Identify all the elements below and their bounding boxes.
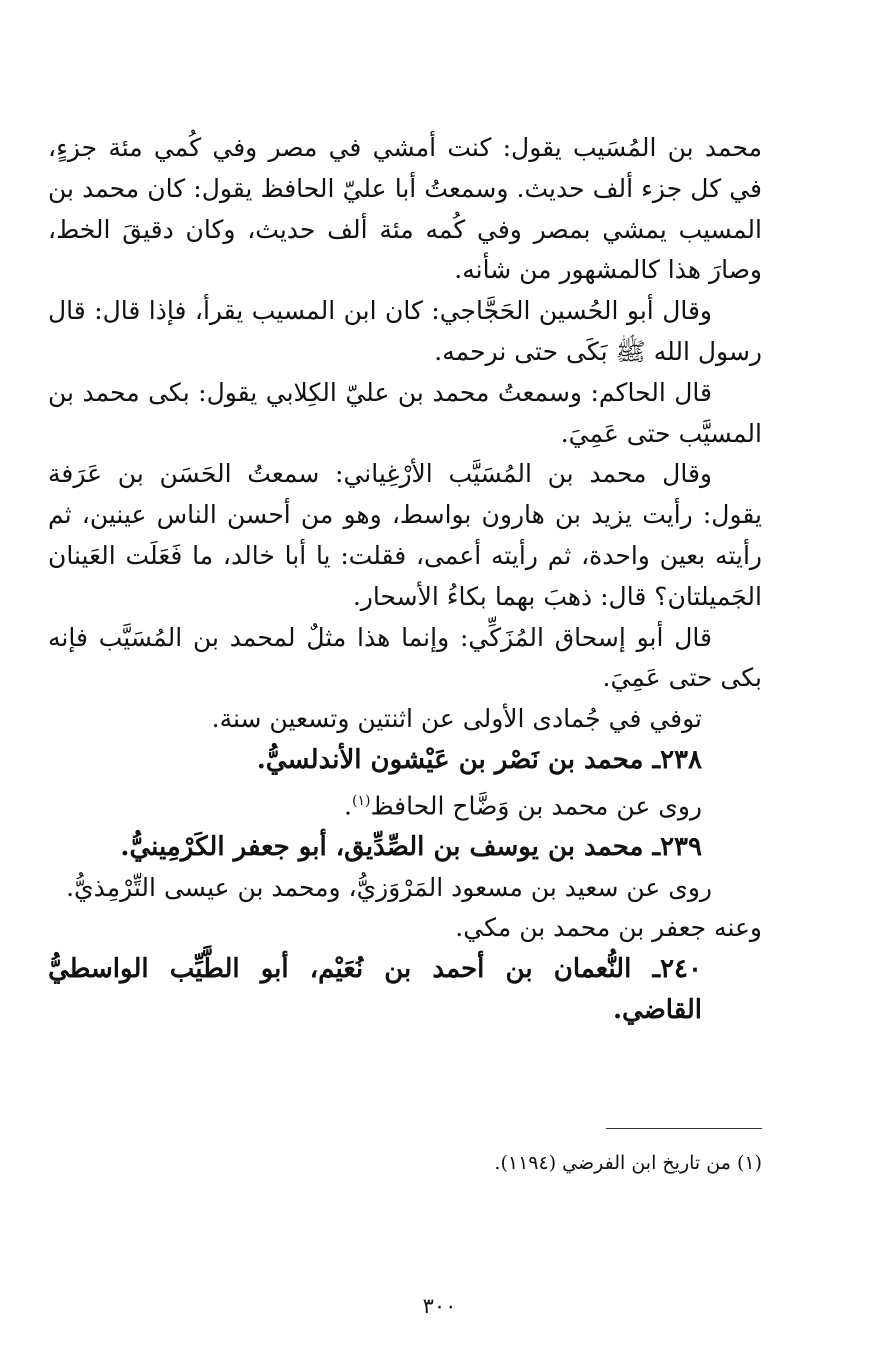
entry-238-text-body: روى عن محمد بن وَضَّاح الحافظ <box>370 791 702 821</box>
entry-239-text-2: وعنه جعفر بن محمد بن مكي. <box>455 913 762 943</box>
entry-240-heading: ٢٤٠ـ النُّعمان بن أحمد بن نُعَيْم، أبو الطَّيِّب الواسطيُّ القاضي. <box>48 954 702 1026</box>
entry-239-text-1: روى عن سعيد بن مسعود المَرْوَزيُّ، ومحمد بن عيسى التِّرْمِذيُّ. <box>66 872 712 902</box>
paragraph-1: محمد بن المُسَيب يقول: كنت أمشي في مصر وفي كُمي مئة جزءٍ، في كل جزء ألف حديث. وسمعتُ أبا عليّ الحافظ يقول: كان محمد بن المسيب يمشي بمصر وفي كُمه مئة ألف حديث، وكان دقيقَ الخط، وصارَ هذا كالمشهور من شأنه. <box>48 133 762 285</box>
entry-238-heading: ٢٣٨ـ محمد بن نَصْر بن عَيْشون الأندلسيُّ. <box>256 744 702 775</box>
footnote <box>100 1149 762 1177</box>
entry-239-heading: ٢٣٩ـ محمد بن يوسف بن الصِّدِّيق، أبو جعفر الكَرْمِينيُّ. <box>120 831 702 862</box>
paragraph-3: قال الحاكم: وسمعتُ محمد بن عليّ الكِلابي يقول: بكى محمد بن المسيَّب حتى عَمِيَ. <box>48 377 762 448</box>
paragraph-4: وقال محمد بن المُسَيَّب الأرْغِياني: سمعتُ الحَسَن بن عَرَفة يقول: رأيت يزيد بن هارون بواسط، وهو من أحسن الناس عينين، ثم رأيته بعين واحدة، ثم رأيته أعمى، فقلت: يا أبا خالد، ما فَعَلَت العَينان الجَميلتان؟ قال: ذهبَ بهما بكاءُ الأسحار. <box>48 459 762 611</box>
entry-238-text <box>48 781 762 827</box>
footnote-marker: (١) <box>736 1152 762 1174</box>
entry-238-text-end: . <box>344 791 352 821</box>
paragraph-5: قال أبو إسحاق المُزَكِّي: وإنما هذا مثلٌ لمحمد بن المُسَيَّب فإنه بكى حتى عَمِيَ. <box>48 622 762 693</box>
footnote-divider <box>606 1128 762 1129</box>
paragraph-2: وقال أبو الحُسين الحَجَّاجي: كان ابن المسيب يقرأ، فإذا قال: قال رسول الله ﷺ بَكَى حتى نرحمه. <box>48 296 762 366</box>
paragraph-6: توفي في جُمادى الأولى عن اثنتين وتسعين سنة. <box>211 704 702 734</box>
main-text <box>48 128 762 1031</box>
footnote-text: من تاريخ ابن الفرضي (١١٩٤). <box>494 1152 731 1174</box>
page-number: ٣٠٠ <box>422 1294 457 1318</box>
footnote-reference[interactable]: (١) <box>351 792 371 809</box>
